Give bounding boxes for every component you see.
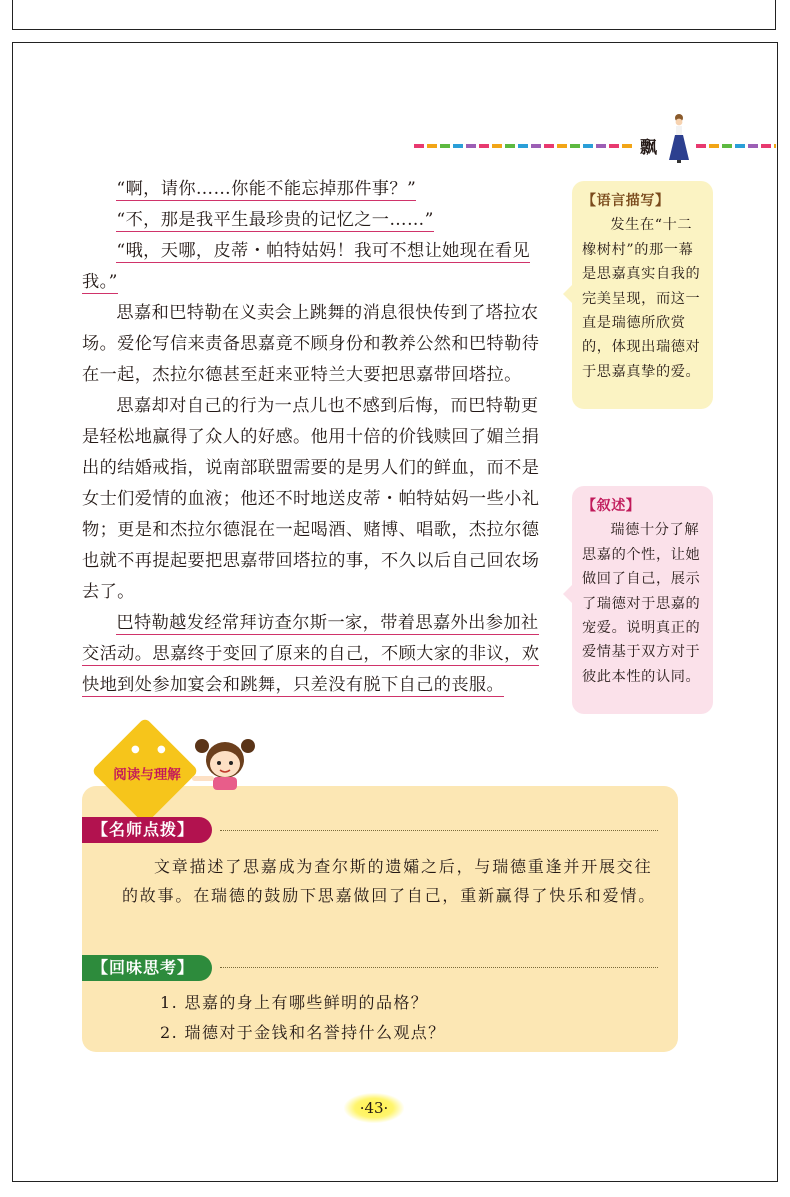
dotted-divider	[220, 967, 658, 968]
paragraph: 巴特勒越发经常拜访查尔斯一家，带着思嘉外出参加社交活动。思嘉终于变回了原来的自己，不顾大家的非议，欢快地到处参加宴会和跳舞，只差没有脱下自己的丧服。	[82, 613, 540, 695]
note-text: 瑞德十分了解思嘉的个性，让她做回了自己，展示了瑞德对于思嘉的宠爱。说明真正的爱情基于双方对于彼此本性的认同。	[582, 522, 701, 685]
question-item: 2. 瑞德对于金钱和名誉持什么观点？	[160, 1023, 446, 1042]
note-pointer	[563, 585, 572, 603]
teacher-tip-text	[122, 852, 662, 910]
lady-figure-icon	[664, 112, 694, 164]
paragraph: “哦，天哪，皮蒂・帕特姑妈！我可不想让她现在看见我。”	[82, 241, 531, 292]
paragraph: “不，那是我平生最珍贵的记忆之一……”	[116, 210, 434, 230]
note-title: 【叙述】	[582, 498, 641, 514]
reflection-tag: 【回味思考】	[82, 955, 212, 981]
note-pointer	[563, 285, 572, 303]
previous-page-strip	[12, 0, 776, 30]
note-text: 发生在“十二橡树村”的那一幕是思嘉真实自我的完美呈现，而这一直是瑞德所欣赏的，体现出瑞德对于思嘉真挚的爱。	[582, 217, 701, 380]
dotted-divider	[220, 830, 658, 831]
girl-cartoon-icon	[188, 736, 258, 790]
note-title: 【语言描写】	[582, 193, 670, 209]
tip-paragraph: 文章描述了思嘉成为查尔斯的遗孀之后，与瑞德重逢并开展交往的故事。在瑞德的鼓励下思嘉做回了自己，重新赢得了快乐和爱情。	[122, 857, 657, 905]
reading-badge-label: 阅读与理解	[113, 767, 181, 783]
paragraph: “啊，请你……你能不能忘掉那件事？”	[116, 179, 417, 199]
section-title: 飘	[640, 138, 657, 158]
body-text	[82, 174, 548, 701]
paragraph: 思嘉和巴特勒在义卖会上跳舞的消息很快传到了塔拉农场。爱伦写信来责备思嘉竟不顾身份和教养公然和巴特勒待在一起，杰拉尔德甚至赶来亚特兰大要把思嘉带回塔拉。	[82, 303, 540, 385]
page-number: ·43·	[344, 1093, 404, 1123]
side-note-language	[572, 181, 713, 409]
teacher-tip-tag: 【名师点拨】	[82, 817, 212, 843]
header-dash-line-right	[696, 144, 776, 148]
side-note-narration	[572, 486, 713, 714]
badge-dot-icon: ●	[131, 744, 140, 755]
paragraph: 思嘉却对自己的行为一点儿也不感到后悔，而巴特勒更是轻松地赢得了众人的好感。他用十倍的价钱赎回了媚兰捐出的结婚戒指，说南部联盟需要的是男人们的鲜血，而不是女士们爱情的血液；他还不时地送皮蒂・帕特姑妈一些小礼物；更是和杰拉尔德混在一起喝酒、赌博、唱歌，杰拉尔德也就不再提起要把思嘉带回塔拉的事，不久以后自己回农场去了。	[82, 396, 540, 602]
question-item: 1. 思嘉的身上有哪些鲜明的品格？	[160, 993, 429, 1012]
header-dash-line-left	[414, 144, 634, 148]
badge-dot-icon: ●	[157, 744, 166, 755]
